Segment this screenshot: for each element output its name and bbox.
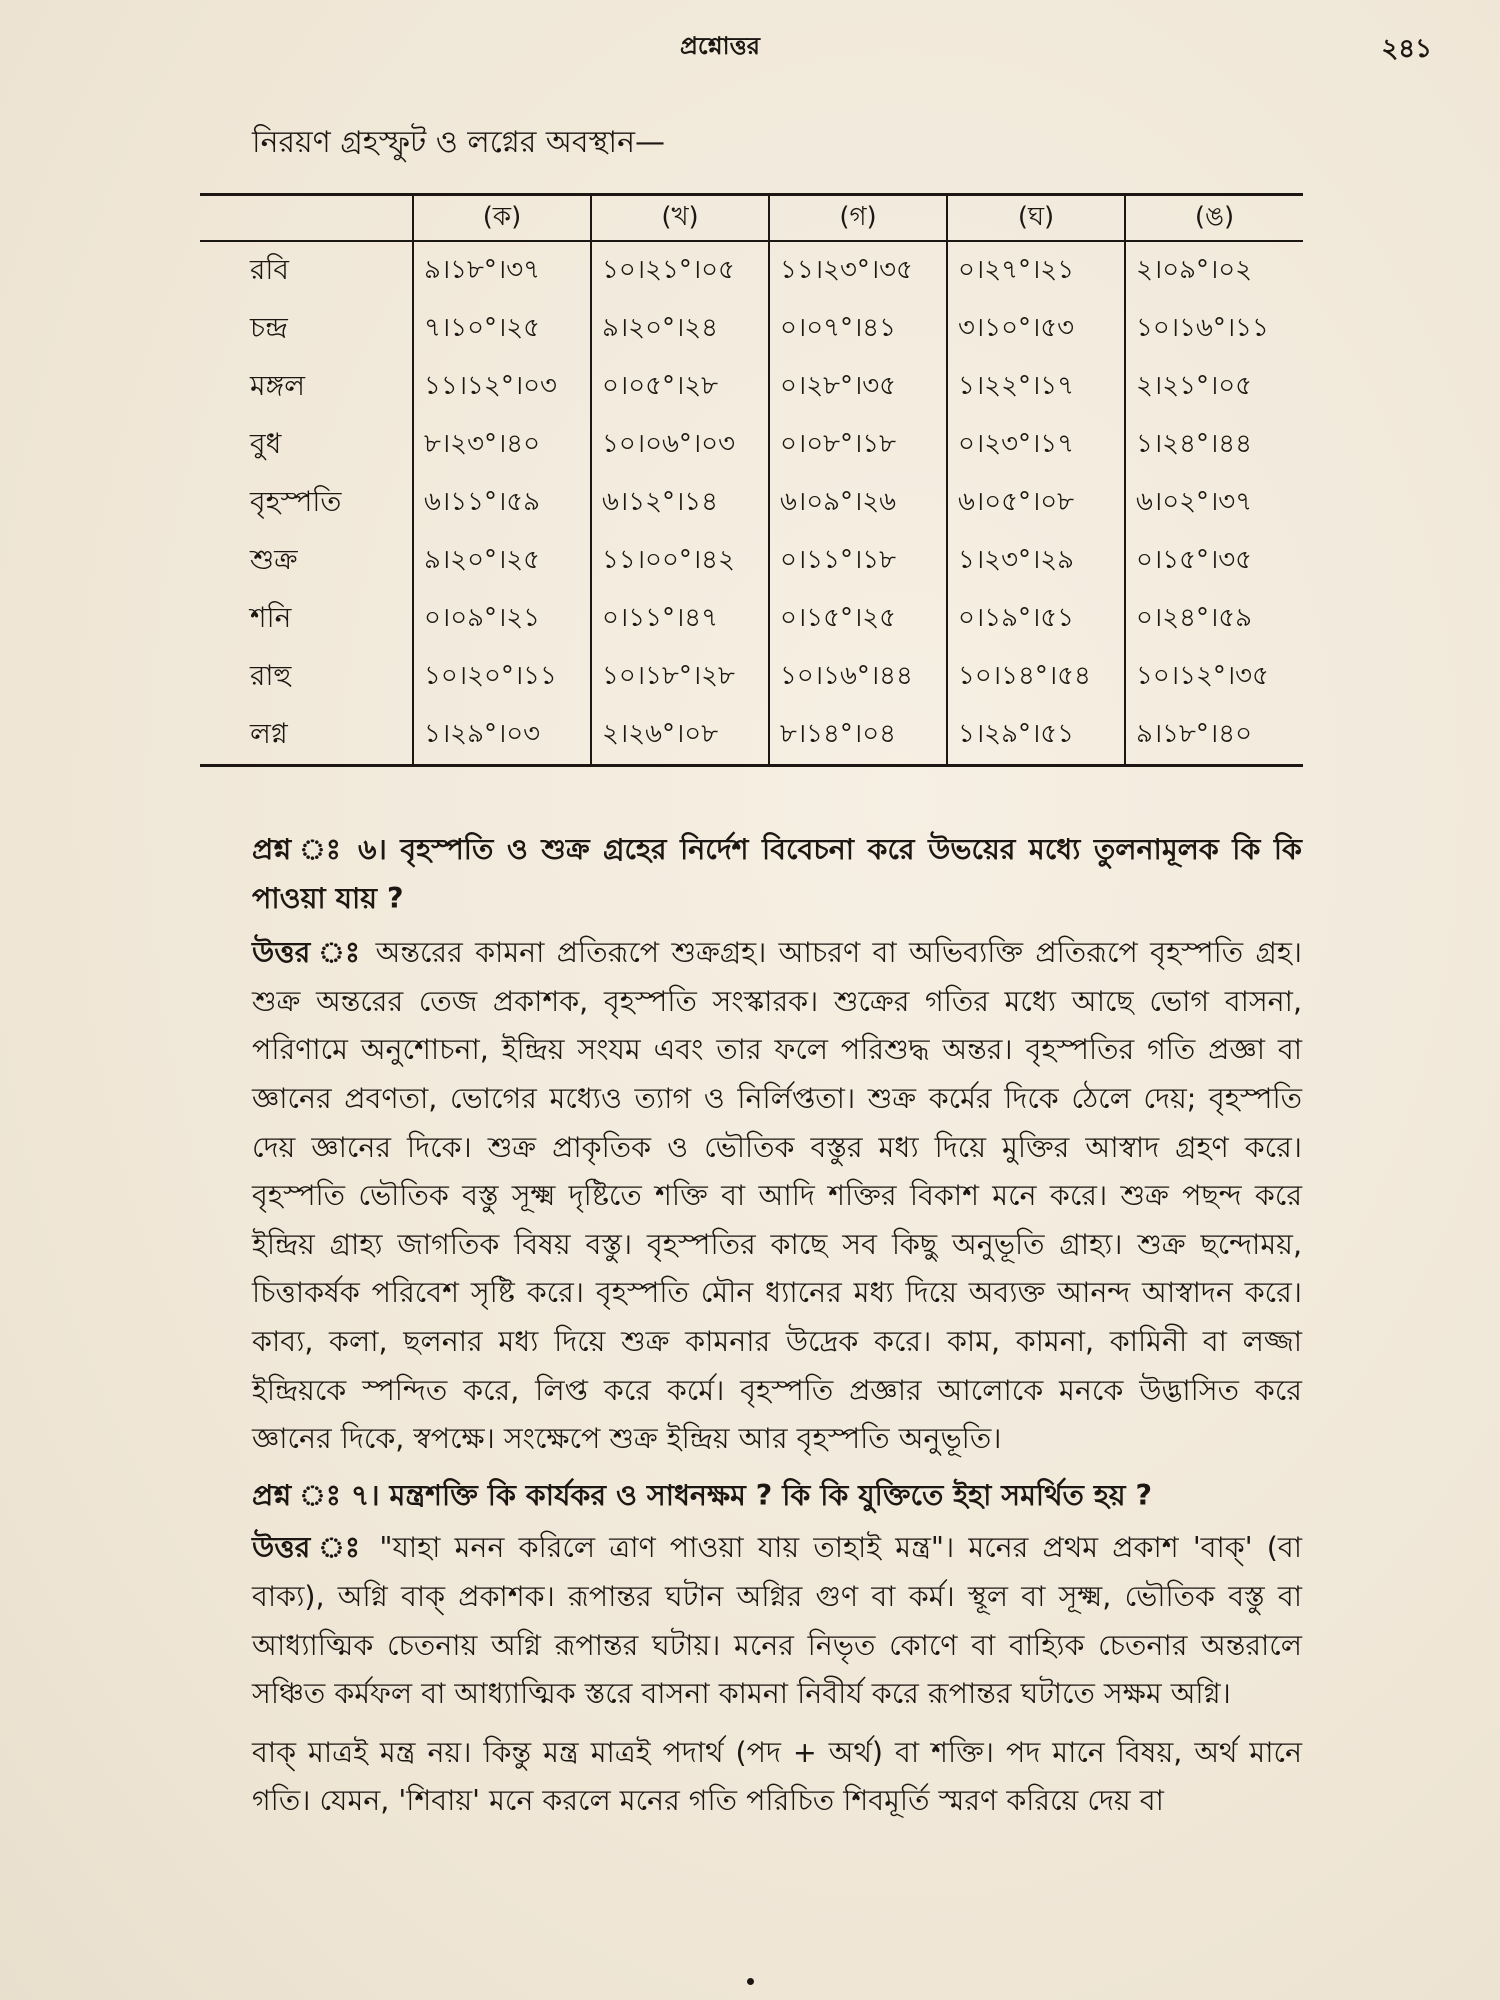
table-cell: ১০।১৮°।২৮ (591, 648, 769, 706)
answer-7 (252, 1524, 1302, 1718)
table-cell: ১০।১৬°।১১ (1125, 300, 1303, 358)
row-label: লগ্ন (200, 706, 413, 766)
table-cell: ০।১৫°।৩৫ (1125, 532, 1303, 590)
table-cell: ২।০৯°।০২ (1125, 241, 1303, 300)
table-cell: ০।১১°।১৮ (769, 532, 947, 590)
table-row (200, 706, 1303, 766)
table-row (200, 300, 1303, 358)
column-header: (ক) (413, 195, 591, 242)
table-header-row (200, 195, 1303, 242)
row-label: শুক্র (250, 542, 298, 576)
table-cell: ০।২৩°।১৭ (947, 416, 1125, 474)
table-cell: ১০।১২°।৩৫ (1125, 648, 1303, 706)
column-header: (গ) (769, 195, 947, 242)
table-cell: ৩।১০°।৫৩ (947, 300, 1125, 358)
table-cell: ০।২৪°।৫৯ (1125, 590, 1303, 648)
table-cell: ৬।০২°।৩৭ (1125, 474, 1303, 532)
table-cell: ১১।২৩°।৩৫ (769, 241, 947, 300)
question-6: প্রশ্ন ঃ ৬। বৃহস্পতি ও শুক্র গ্রহের নির্দেশ বিবেচনা করে উভয়ের মধ্যে তুলনামূলক কি কি পাওয়া যায় ? (252, 833, 1302, 915)
body-text (252, 826, 1302, 1826)
row-label: চন্দ্র (250, 310, 288, 344)
answer-6 (252, 929, 1302, 1464)
question-7: প্রশ্ন ঃ ৭। মন্ত্রশক্তি কি কার্যকর ও সাধনক্ষম ? কি কি যুক্তিতে ইহা সমর্থিত হয় ? (252, 1478, 1153, 1512)
table-cell: ১০।২০°।১১ (413, 648, 591, 706)
table-cell: ৬।০৫°।০৮ (947, 474, 1125, 532)
table-cell: ১০।২১°।০৫ (591, 241, 769, 300)
table-cell: ৯।২০°।২৪ (591, 300, 769, 358)
row-label: শনি (250, 600, 292, 634)
table-cell: ৮।২৩°।৪০ (413, 416, 591, 474)
table-row (200, 416, 1303, 474)
page-bottom-mark (747, 1978, 754, 1985)
table-title: নিরয়ণ গ্রহস্ফুট ও লগ্নের অবস্থান— (252, 125, 666, 160)
table-cell: ০।২৮°।৩৫ (769, 358, 947, 416)
table-cell: ০।০৯°।২১ (413, 590, 591, 648)
table-cell: ২।২৬°।০৮ (591, 706, 769, 766)
row-label: মঙ্গল (250, 368, 305, 402)
table-cell: ৬।১১°।৫৯ (413, 474, 591, 532)
answer-7-text: "যাহা মনন করিলে ত্রাণ পাওয়া যায় তাহাই মন্ত্র"। মনের প্রথম প্রকাশ 'বাক্' (বা বাক্য), অগ্নি বাক্ প্রকাশক। রূপান্তর ঘটান অগ্নির গুণ বা কর্ম। স্থূল বা সূক্ষ্ম, ভৌতিক বস্তু বা আধ্যাত্মিক চেতনায় অগ্নি রূপান্তর ঘটায়। মনের নিভৃত কোণে বা বাহ্যিক চেতনার অন্তরালে সঞ্চিত কর্মফল বা আধ্যাত্মিক স্তরে বাসনা কামনা নিবীর্য করে রূপান্তর ঘটাতে সক্ষম অগ্নি। (252, 1531, 1302, 1711)
answer-label: উত্তর ঃ (252, 1531, 366, 1565)
table-cell: ১০।১৪°।৫৪ (947, 648, 1125, 706)
page-number: ২৪১ (1381, 34, 1432, 64)
table-cell: ১১।১২°।০৩ (413, 358, 591, 416)
answer-6-text: অন্তরের কামনা প্রতিরূপে শুক্রগ্রহ। আচরণ বা অভিব্যক্তি প্রতিরূপে বৃহস্পতি গ্রহ। শুক্র অন্তরের তেজ প্রকাশক, বৃহস্পতি সংস্কারক। শুক্রের গতির মধ্যে আছে ভোগ বাসনা, পরিণামে অনুশোচনা, ইন্দ্রিয় সংযম এবং তার ফলে পরিশুদ্ধ অন্তর। বৃহস্পতির গতি প্রজ্ঞা বা জ্ঞানের প্রবণতা, ভোগের মধ্যেও ত্যাগ ও নির্লিপ্ততা। শুক্র কর্মের দিকে ঠেলে দেয়; বৃহস্পতি দেয় জ্ঞানের দিকে। শুক্র প্রাকৃতিক ও ভৌতিক বস্তুর মধ্য দিয়ে মুক্তির আস্বাদ গ্রহণ করে। বৃহস্পতি ভৌতিক বস্তু সূক্ষ্ম দৃষ্টিতে শক্তি বা আদি শক্তির বিকাশ মনে করে। শুক্র পছন্দ করে ইন্দ্রিয় গ্রাহ্য জাগতিক বিষয় বস্তু। বৃহস্পতির কাছে সব কিছু অনুভূতি গ্রাহ্য। শুক্র ছন্দোময়, চিত্তাকর্ষক পরিবেশ সৃষ্টি করে। বৃহস্পতি মৌন ধ্যানের মধ্য দিয়ে অব্যক্ত আনন্দ আস্বাদন করে। কাব্য, কলা, ছলনার মধ্য দিয়ে শুক্র কামনার উদ্রেক করে। কাম, কামনা, কামিনী বা লজ্জা ইন্দ্রিয়কে স্পন্দিত করে, লিপ্ত করে কর্মে। বৃহস্পতি প্রজ্ঞার আলোকে মনকে উদ্ভাসিত করে জ্ঞানের দিকে, স্বপক্ষে। সংক্ষেপে শুক্র ইন্দ্রিয় আর বৃহস্পতি অনুভূতি। (252, 936, 1302, 1456)
table-cell: ০।০৭°।৪১ (769, 300, 947, 358)
table-cell: ৯।২০°।২৫ (413, 532, 591, 590)
table-row (200, 648, 1303, 706)
answer-label: উত্তর ঃ (252, 936, 364, 970)
table-cell: ১।২৩°।২৯ (947, 532, 1125, 590)
row-label: বুধ (250, 426, 282, 460)
table-cell: ৬।০৯°।২৬ (769, 474, 947, 532)
row-label: রাহু (250, 658, 292, 692)
table-cell: ০।০৮°।১৮ (769, 416, 947, 474)
table-cell: ০।১৯°।৫১ (947, 590, 1125, 648)
column-header: (খ) (591, 195, 769, 242)
running-header-title: প্রশ্নোত্তর (680, 32, 760, 60)
table-cell: ০।১১°।৪৭ (591, 590, 769, 648)
column-header: (ঘ) (947, 195, 1125, 242)
column-header: (ঙ) (1125, 195, 1303, 242)
planet-position-table (200, 193, 1303, 767)
table-header-blank (200, 195, 413, 242)
table-row (200, 590, 1303, 648)
row-label: রবি (250, 252, 289, 286)
table-cell: ১।২৯°।০৩ (413, 706, 591, 766)
table-cell: ৮।১৪°।০৪ (769, 706, 947, 766)
table-cell: ১।২৪°।৪৪ (1125, 416, 1303, 474)
table-cell: ৯।১৮°।৪০ (1125, 706, 1303, 766)
table-cell: ৭।১০°।২৫ (413, 300, 591, 358)
table-cell: ০।১৫°।২৫ (769, 590, 947, 648)
table-row (200, 241, 1303, 300)
table-row (200, 358, 1303, 416)
table-cell: ০।২৭°।২১ (947, 241, 1125, 300)
table-cell: ১।২২°।১৭ (947, 358, 1125, 416)
table-cell: ২।২১°।০৫ (1125, 358, 1303, 416)
table-cell: ৬।১২°।১৪ (591, 474, 769, 532)
table-cell: ১১।০০°।৪২ (591, 532, 769, 590)
table-cell: ১০।০৬°।০৩ (591, 416, 769, 474)
table-cell: ১।২৯°।৫১ (947, 706, 1125, 766)
table-cell: ৯।১৮°।৩৭ (413, 241, 591, 300)
answer-7-paragraph-2: বাক্ মাত্রই মন্ত্র নয়। কিন্তু মন্ত্র মাত্রই পদার্থ (পদ + অর্থ) বা শক্তি। পদ মানে বিষয়, অর্থ মানে গতি। যেমন, 'শিবায়' মনে করলে মনের গতি পরিচিত শিবমূর্তি স্মরণ করিয়ে দেয় বা (252, 1735, 1302, 1818)
table-row (200, 474, 1303, 532)
table-row (200, 532, 1303, 590)
row-label: বৃহস্পতি (250, 484, 342, 518)
table-cell: ০।০৫°।২৮ (591, 358, 769, 416)
table-cell: ১০।১৬°।৪৪ (769, 648, 947, 706)
